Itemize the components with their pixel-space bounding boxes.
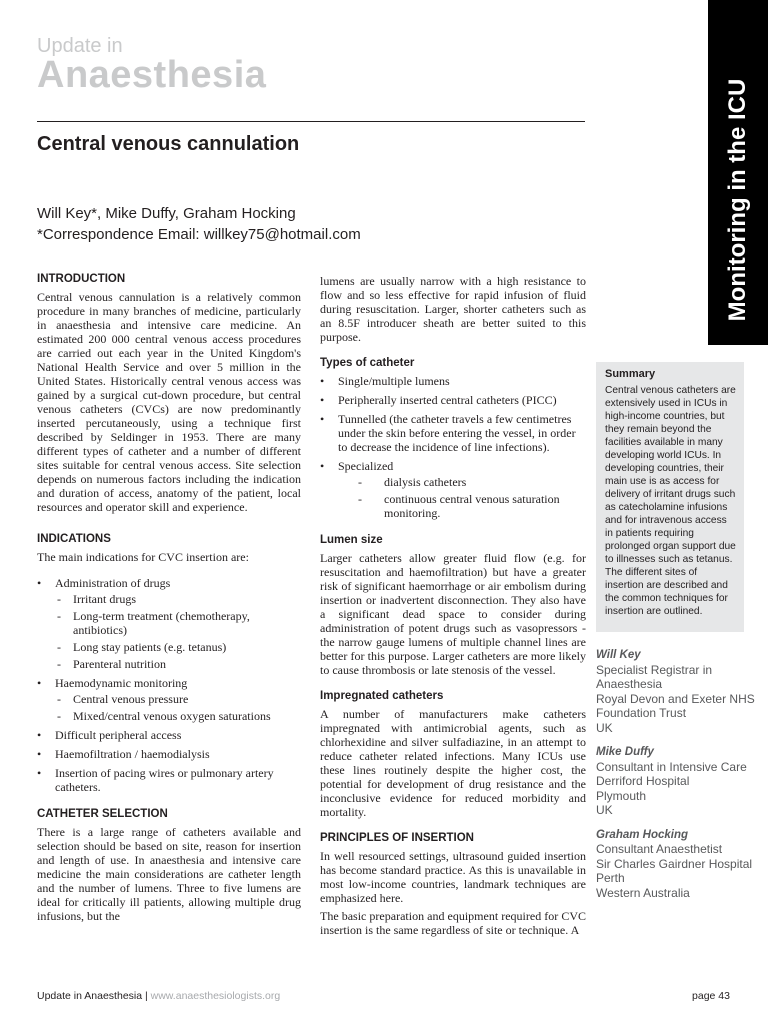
- affiliation-line: UK: [596, 720, 613, 735]
- lumen-size-paragraph: Larger catheters allow greater fluid flow (e.g. for resuscitation and haemofiltration) but have a greater risk of significant haemorrhage or air embolism during insertion or inadvertent disconnection. They also have a significant dead space to consider during administration of potent drugs such as vasopressors - the narrow gauge lumens of multiple channel lines are better for this purpose. Larger catheters are more likely to cause thrombosis or late stenosis of the vessel.: [320, 551, 586, 677]
- footer-journal: [37, 990, 280, 1002]
- affiliation-line: Perth: [596, 871, 625, 885]
- author-block: [37, 203, 361, 245]
- section-heading-principles: PRINCIPLES OF INSERTION: [320, 832, 474, 844]
- subheading-impregnated-catheters: Impregnated catheters: [320, 690, 444, 702]
- sub-list-item: - Long-term treatment (chemotherapy, antibiotics): [55, 609, 301, 637]
- principles-paragraph-2: The basic preparation and equipment required for CVC insertion is the same regardless of site or technique. A: [320, 909, 586, 937]
- sub-list-item: - Long stay patients (e.g. tetanus): [55, 640, 301, 654]
- sub-list-item: - Central venous pressure: [55, 692, 301, 706]
- article-title: Central venous cannulation: [37, 133, 300, 155]
- masthead-small-text: Update in: [37, 35, 123, 57]
- catheter-types-list: [320, 374, 586, 520]
- list-item-label: Tunnelled (the catheter travels a few centimetres under the skin before entering the vessel, in order to decrease the incidence of line infections).: [338, 412, 576, 454]
- list-item: [37, 676, 301, 723]
- affiliation-line: Specialist Registrar in Anaesthesia: [596, 662, 713, 691]
- affiliation-name: Will Key: [596, 649, 641, 661]
- list-item-label: Single/multiple lumens: [338, 374, 450, 388]
- list-item: [320, 412, 586, 454]
- sub-list: [55, 692, 301, 723]
- section-tab-label: Monitoring in the ICU: [724, 78, 751, 322]
- list-item: [37, 766, 301, 794]
- sub-list: [338, 475, 586, 520]
- sub-list-item: - Irritant drugs: [55, 592, 301, 606]
- list-item-label: Haemodynamic monitoring: [55, 676, 188, 690]
- affiliation-line: Derriford Hospital: [596, 774, 690, 788]
- section-tab: [708, 0, 768, 345]
- column-middle: [320, 274, 586, 941]
- footer-journal-name: Update in Anaesthesia: [37, 990, 143, 1002]
- list-item: [320, 374, 586, 388]
- list-item: [37, 728, 301, 742]
- masthead-title: Anaesthesia: [37, 54, 267, 96]
- list-item-label: Administration of drugs: [55, 576, 171, 590]
- affiliation-block: [596, 828, 756, 901]
- impregnated-paragraph: A number of manufacturers make catheters impregnated with antimicrobial agents, such as chlorhexidine and silver sulfadiazine, in an attempt to reduce catheter related infections. Many ICUs use these lines routinely despite the higher cost, the potential for development of drug resistance and the inconclusive evidence for reduced morbidity and mortality.: [320, 707, 586, 819]
- introduction-paragraph: Central venous cannulation is a relatively common procedure in many branches of medicine, particularly in anaesthesia and intensive care medicine. An estimated 200 000 central venous access procedures are carried out each year in the United Kingdom's National Health Service and over 5 million in the United States. Historically central venous access was gained by a surgical cut-down procedure, but central venous catheters (CVCs) are now predominantly inserted percutaneously, using a technique first described by Seldinger in 1953. There are many different types of catheter and a number of different sites suitable for central venous access. Site selection depends on numerous factors including the indication and duration of access, anatomy of the patient, local resources and operator skill and experience.: [37, 290, 301, 514]
- list-item-label: Insertion of pacing wires or pulmonary artery catheters.: [55, 766, 274, 794]
- affiliation-name: Graham Hocking: [596, 828, 689, 841]
- list-item-label: Difficult peripheral access: [55, 728, 182, 742]
- affiliation-line: Consultant Anaesthetist: [596, 842, 723, 856]
- list-item: [320, 393, 586, 407]
- affiliation-name: Mike Duffy: [596, 746, 654, 758]
- correspondence-email: *Correspondence Email: willkey75@hotmail.com: [37, 226, 361, 243]
- list-item: [37, 576, 301, 671]
- list-item-label: Peripherally inserted central catheters (PICC): [338, 393, 557, 407]
- affiliation-line: UK: [596, 803, 613, 817]
- section-heading-catheter-selection: CATHETER SELECTION: [37, 808, 168, 820]
- author-affiliations: [596, 648, 756, 910]
- footer-separator: |: [142, 990, 151, 1002]
- journal-masthead: [37, 36, 266, 94]
- sub-list-item: - Mixed/central venous oxygen saturations: [55, 709, 301, 723]
- affiliation-line: Sir Charles Gairdner Hospital: [596, 856, 753, 871]
- sub-list: [55, 592, 301, 671]
- summary-text: Central venous catheters are extensively used in ICUs in high-income countries, but they remain beyond the facilities available in many developing world ICUs. In developing countries, their main use is as access for delivery of irritant drugs such as catecholamine infusions and for intravenous access in patients requiring prolonged organ support due to illnesses such as tetanus. The different sites of insertion are described and the common techniques for insertion are outlined.: [605, 385, 736, 617]
- subheading-types-of-catheter: Types of catheter: [320, 357, 415, 369]
- indications-list: [37, 576, 301, 794]
- section-heading-indications: INDICATIONS: [37, 533, 111, 545]
- summary-box: [596, 362, 744, 632]
- subheading-lumen-size: Lumen size: [320, 534, 383, 546]
- catheter-selection-paragraph: There is a large range of catheters available and selection should be based on site, reason for insertion and length of use. In anaesthesia and intensive care medicine the main considerations are catheter length and the number of lumens. Three to five lumens are ideal for critically ill patients, allowing multiple drug infusions, but the: [37, 825, 301, 923]
- affiliation-line: Western Australia: [596, 885, 690, 900]
- list-item-label: Haemofiltration / haemodialysis: [55, 747, 210, 761]
- affiliation-line: Plymouth: [596, 788, 647, 803]
- author-list: Will Key*, Mike Duffy, Graham Hocking: [37, 205, 296, 222]
- list-item: [37, 747, 301, 761]
- affiliation-line: Consultant in Intensive Care: [596, 759, 747, 774]
- list-item: [320, 459, 586, 520]
- column-left: [37, 272, 301, 927]
- affiliation-block: [596, 745, 756, 818]
- header-rule: [37, 121, 585, 122]
- list-item-label: Specialized: [338, 459, 394, 473]
- indications-lead: The main indications for CVC insertion are:: [37, 550, 249, 564]
- catheter-selection-continued: lumens are usually narrow with a high resistance to flow and so less effective for rapid infusion of fluid during resuscitation. Larger, shorter catheters such as an 8.5F introducer sheath are better suited to this purpose.: [320, 274, 586, 344]
- sub-list-item: - continuous central venous saturation monitoring.: [338, 492, 586, 520]
- sub-list-item: - Parenteral nutrition: [55, 657, 301, 671]
- principles-paragraph-1: In well resourced settings, ultrasound guided insertion has become standard practice. As this is unavailable in most low-income countries, landmark techniques are emphasized here.: [320, 849, 586, 905]
- summary-title: Summary: [605, 368, 656, 380]
- affiliation-block: [596, 648, 756, 735]
- page-number: page 43: [692, 990, 730, 1002]
- affiliation-line: Royal Devon and Exeter NHS Foundation Trust: [596, 691, 755, 720]
- footer-website-link[interactable]: www.anaesthesiologists.org: [150, 990, 281, 1002]
- section-heading-introduction: INTRODUCTION: [37, 273, 126, 285]
- sub-list-item: - dialysis catheters: [338, 475, 586, 489]
